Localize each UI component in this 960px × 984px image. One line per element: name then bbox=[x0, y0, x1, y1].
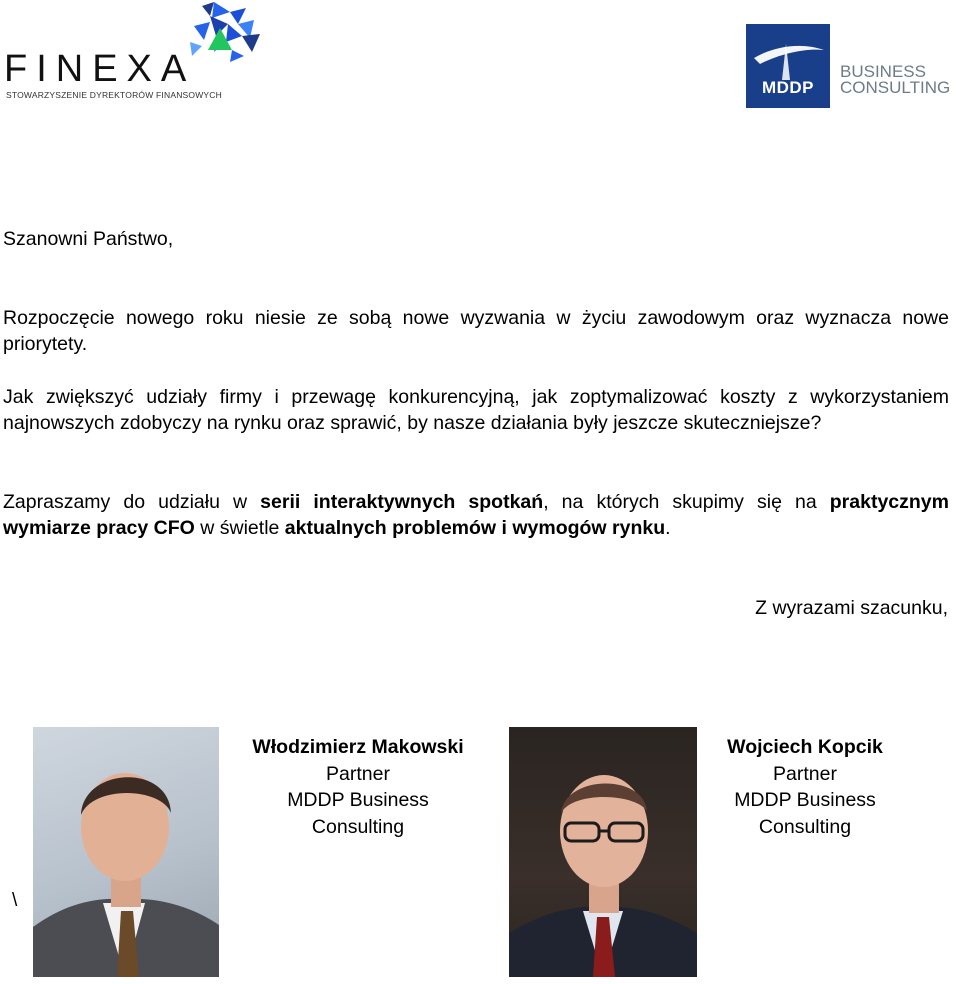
portrait-photo-kopcik bbox=[509, 727, 697, 977]
signatory-role: Partner bbox=[773, 762, 837, 785]
bold-cfo: praktycznym wymiarze pracy CFO bbox=[3, 491, 949, 539]
mddp-side-line1: BUSINESS bbox=[840, 62, 926, 81]
paragraph-new-year: Rozpoczęcie nowego roku niesie ze sobą nowe wyzwania w życiu zawodowym oraz wyznacza nowe priorytety. bbox=[3, 307, 949, 355]
stray-character: \ bbox=[12, 890, 18, 911]
finexa-mark-icon bbox=[184, 2, 264, 82]
paragraph-invitation: Zapraszamy do udziału w serii interaktywnych spotkań, na których skupimy się na praktycznym wymiarze pracy CFO w świetle aktualnych problemów i wymogów rynku. bbox=[3, 491, 949, 539]
signatory-role: Partner bbox=[326, 762, 390, 785]
finexa-wordmark: FINEXA bbox=[4, 48, 196, 90]
closing-line: Z wyrazami szacunku, bbox=[755, 597, 948, 619]
finexa-logo bbox=[4, 2, 264, 102]
signature-makowski bbox=[236, 734, 480, 840]
mddp-logo-box bbox=[746, 24, 830, 108]
finexa-tagline: STOWARZYSZENIE DYREKTORÓW FINANSOWYCH bbox=[6, 90, 222, 100]
bold-series: serii interaktywnych spotkań bbox=[260, 491, 544, 513]
mddp-side-text bbox=[840, 64, 950, 96]
signatory-name: Włodzimierz Makowski bbox=[252, 736, 464, 758]
mddp-business-consulting-logo bbox=[746, 24, 960, 108]
signatory-company: MDDP Business bbox=[734, 789, 876, 811]
paragraph-questions: Jak zwiększyć udziały firmy i przewagę konkurencyjną, jak zoptymalizować koszty z wykorzystaniem najnowszych zdobyczy na rynku oraz sprawić, by nasze działania były jeszcze skuteczniejsze? bbox=[3, 386, 949, 434]
signatory-company: MDDP Business bbox=[287, 789, 429, 811]
signature-kopcik bbox=[712, 734, 898, 840]
portrait-photo-makowski bbox=[33, 727, 219, 977]
mddp-side-line2: CONSULTING bbox=[840, 78, 951, 97]
greeting: Szanowni Państwo, bbox=[3, 228, 174, 250]
bold-market: aktualnych problemów i wymogów rynku bbox=[284, 517, 666, 539]
mddp-box-label: MDDP bbox=[761, 78, 815, 97]
signatory-name: Wojciech Kopcik bbox=[727, 736, 883, 758]
signatory-company-cont: Consulting bbox=[758, 815, 852, 838]
signatory-company-cont: Consulting bbox=[311, 815, 405, 838]
